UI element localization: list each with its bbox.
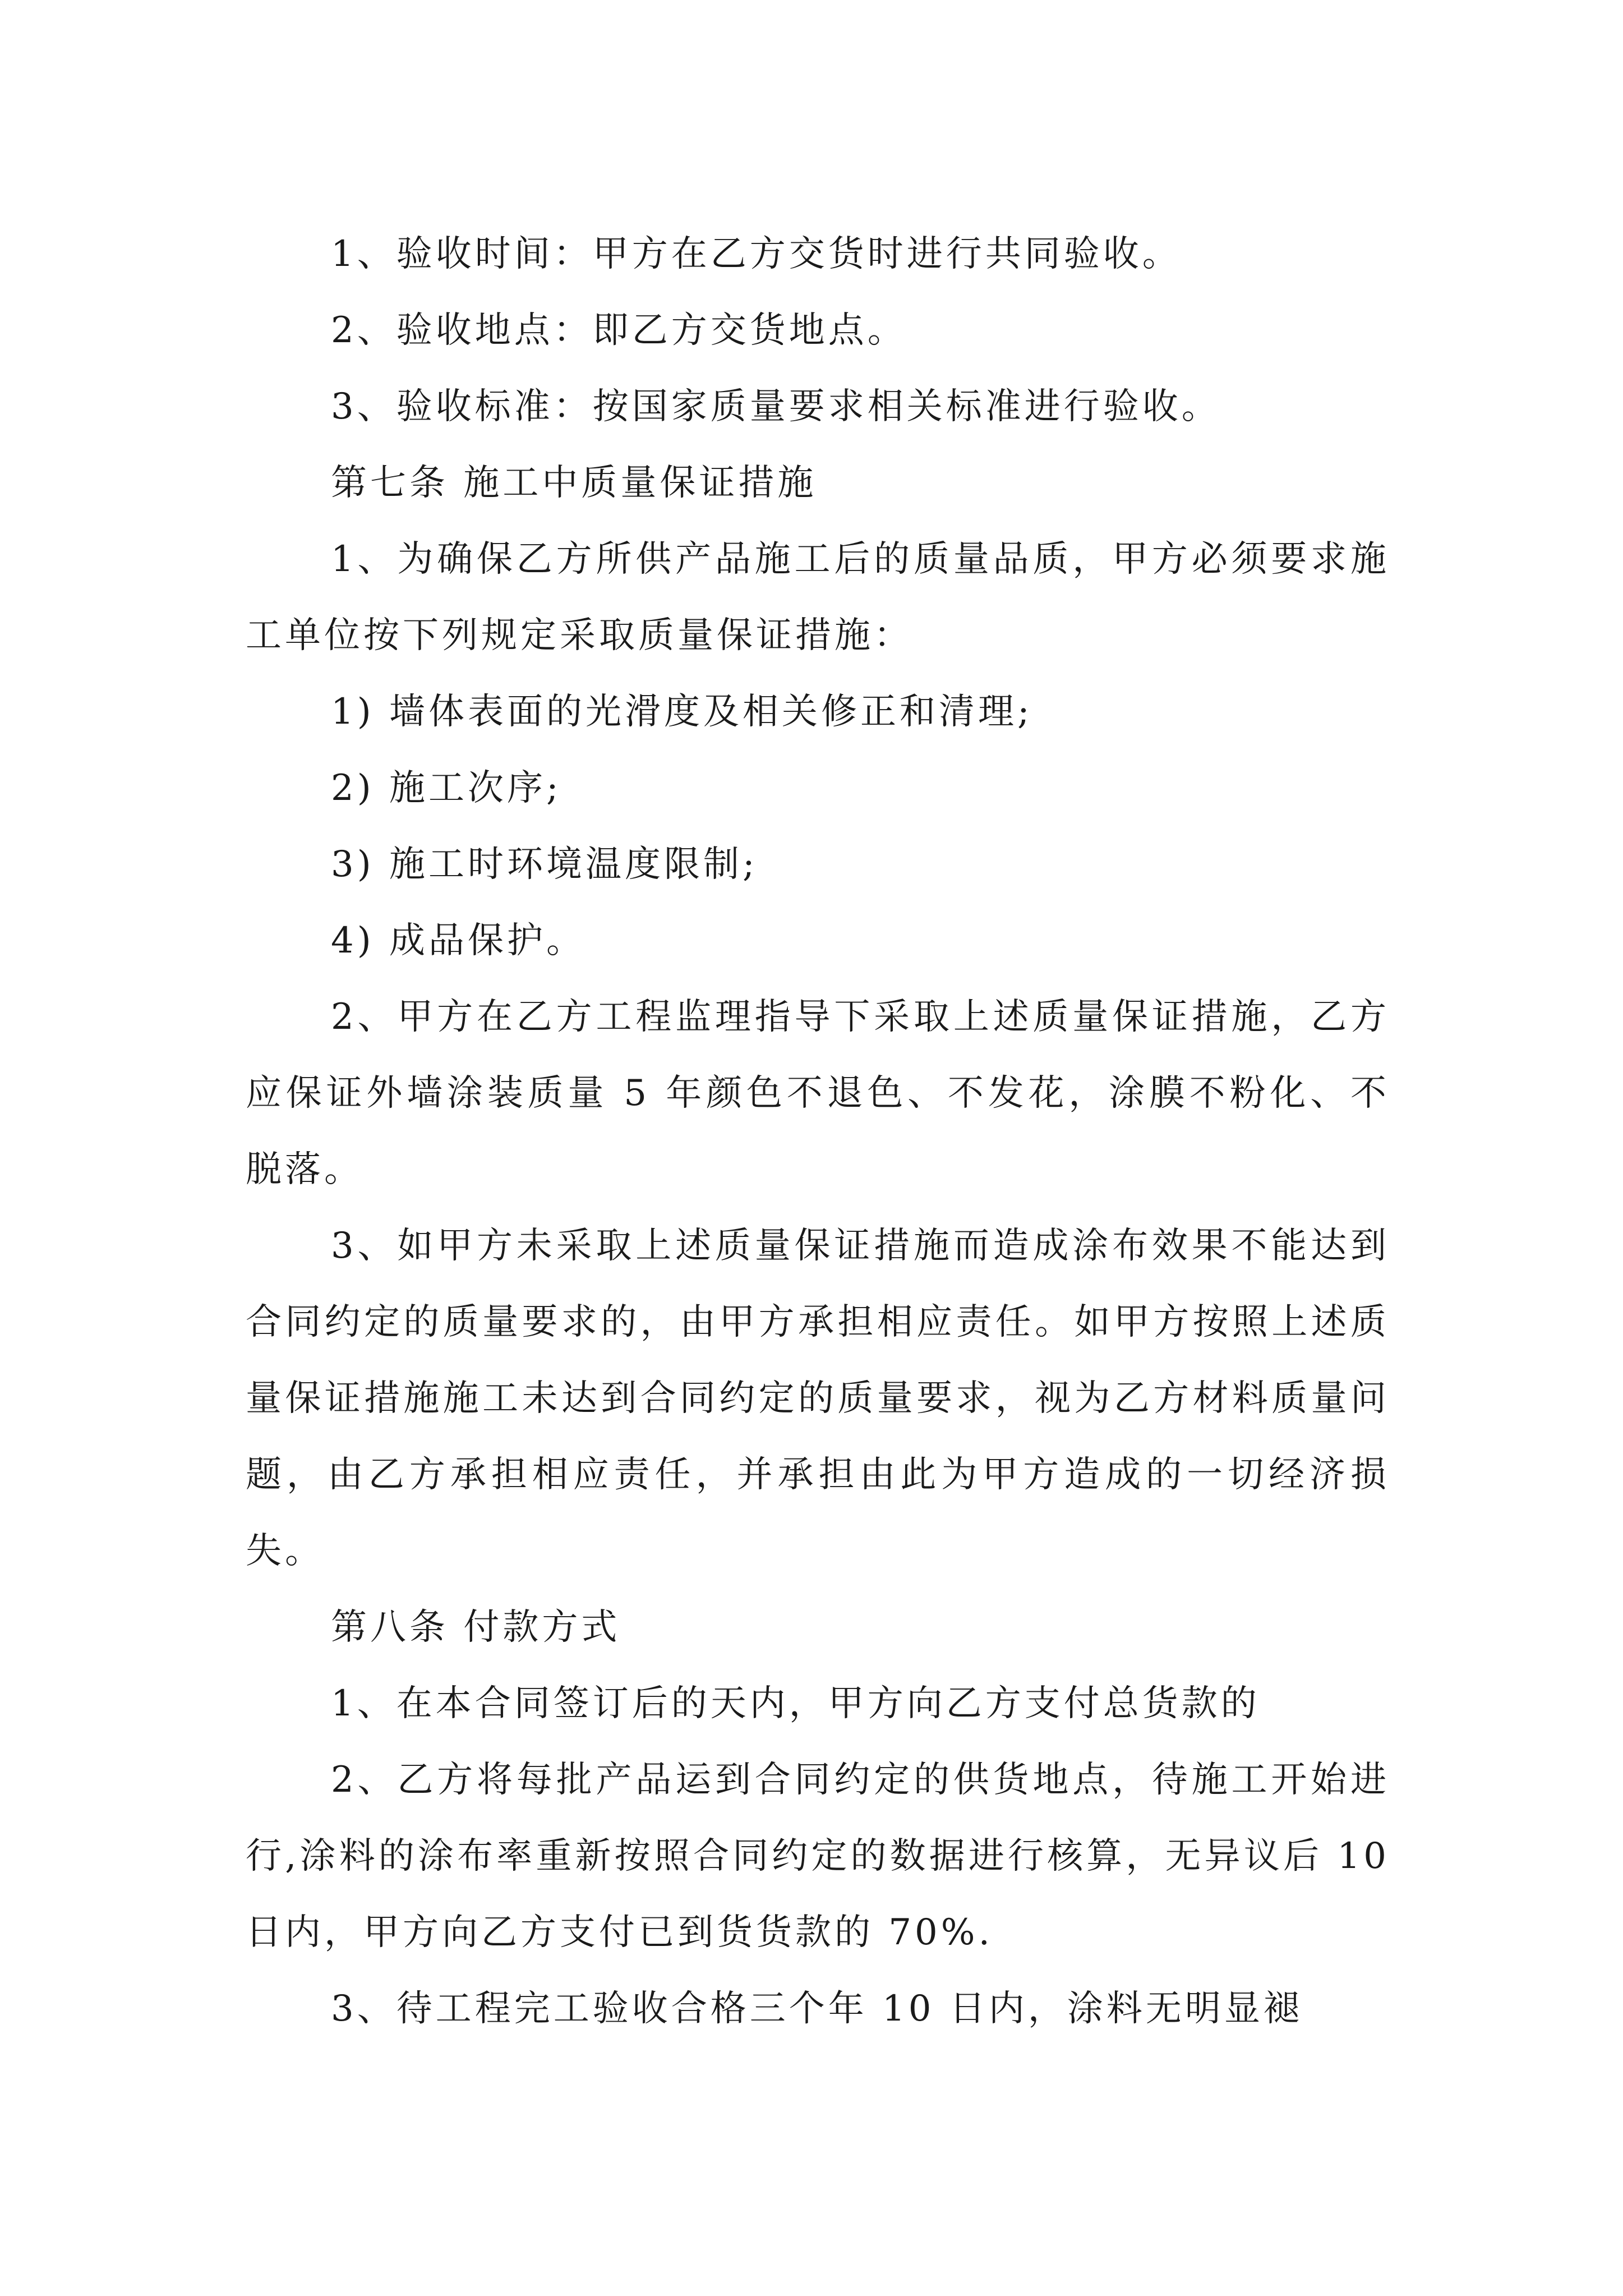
list-item-temperature-limit: 3) 施工时环境温度限制; [331, 844, 758, 885]
paragraph-payment-1: 1、在本合同签订后的天内，甲方向乙方支付总货款的 [331, 1683, 1260, 1724]
paragraph-liability: 3、如甲方未采取上述质量保证措施而造成涂布效果不能达到合同约定的质量要求的，由甲方承担相应责任。如甲方按照上述质量保证措施施工未达到合同约定的质量要求，视为乙方材料质量问题，由乙方承担相应责任，并承担由此为甲方造成的一切经济损失。 [246, 1225, 1390, 1572]
paragraph-acceptance-standard: 3、验收标准：按国家质量要求相关标准进行验收。 [331, 386, 1221, 427]
paragraph-acceptance-place: 2、验收地点：即乙方交货地点。 [331, 310, 907, 351]
paragraph-acceptance-time: 1、验收时间：甲方在乙方交货时进行共同验收。 [331, 233, 1182, 275]
paragraph-quality-measures-intro: 1、为确保乙方所供产品施工后的质量品质，甲方必须要求施工单位按下列规定采取质量保证措施： [246, 539, 1390, 656]
list-item-product-protection: 4) 成品保护。 [331, 920, 586, 961]
paragraph-payment-3: 3、待工程完工验收合格三个年 10 日内，涂料无明显褪 [331, 1988, 1303, 2030]
paragraph-payment-2: 2、乙方将每批产品运到合同约定的供货地点，待施工开始进行,涂料的涂布率重新按照合同约定的数据进行核算，无异议后 10 日内，甲方向乙方支付已到货货款的 70%. [246, 1759, 1390, 1953]
paragraph-quality-guarantee: 2、甲方在乙方工程监理指导下采取上述质量保证措施，乙方应保证外墙涂装质量 5 年颜色不退色、不发花，涂膜不粉化、不脱落。 [246, 996, 1390, 1190]
list-item-wall-surface: 1) 墙体表面的光滑度及相关修正和清理; [331, 691, 1033, 733]
section-heading-article-8: 第八条 付款方式 [331, 1607, 621, 1648]
list-item-construction-order: 2) 施工次序; [331, 767, 562, 809]
section-heading-article-7: 第七条 施工中质量保证措施 [331, 462, 817, 504]
document-body [246, 216, 1390, 2047]
